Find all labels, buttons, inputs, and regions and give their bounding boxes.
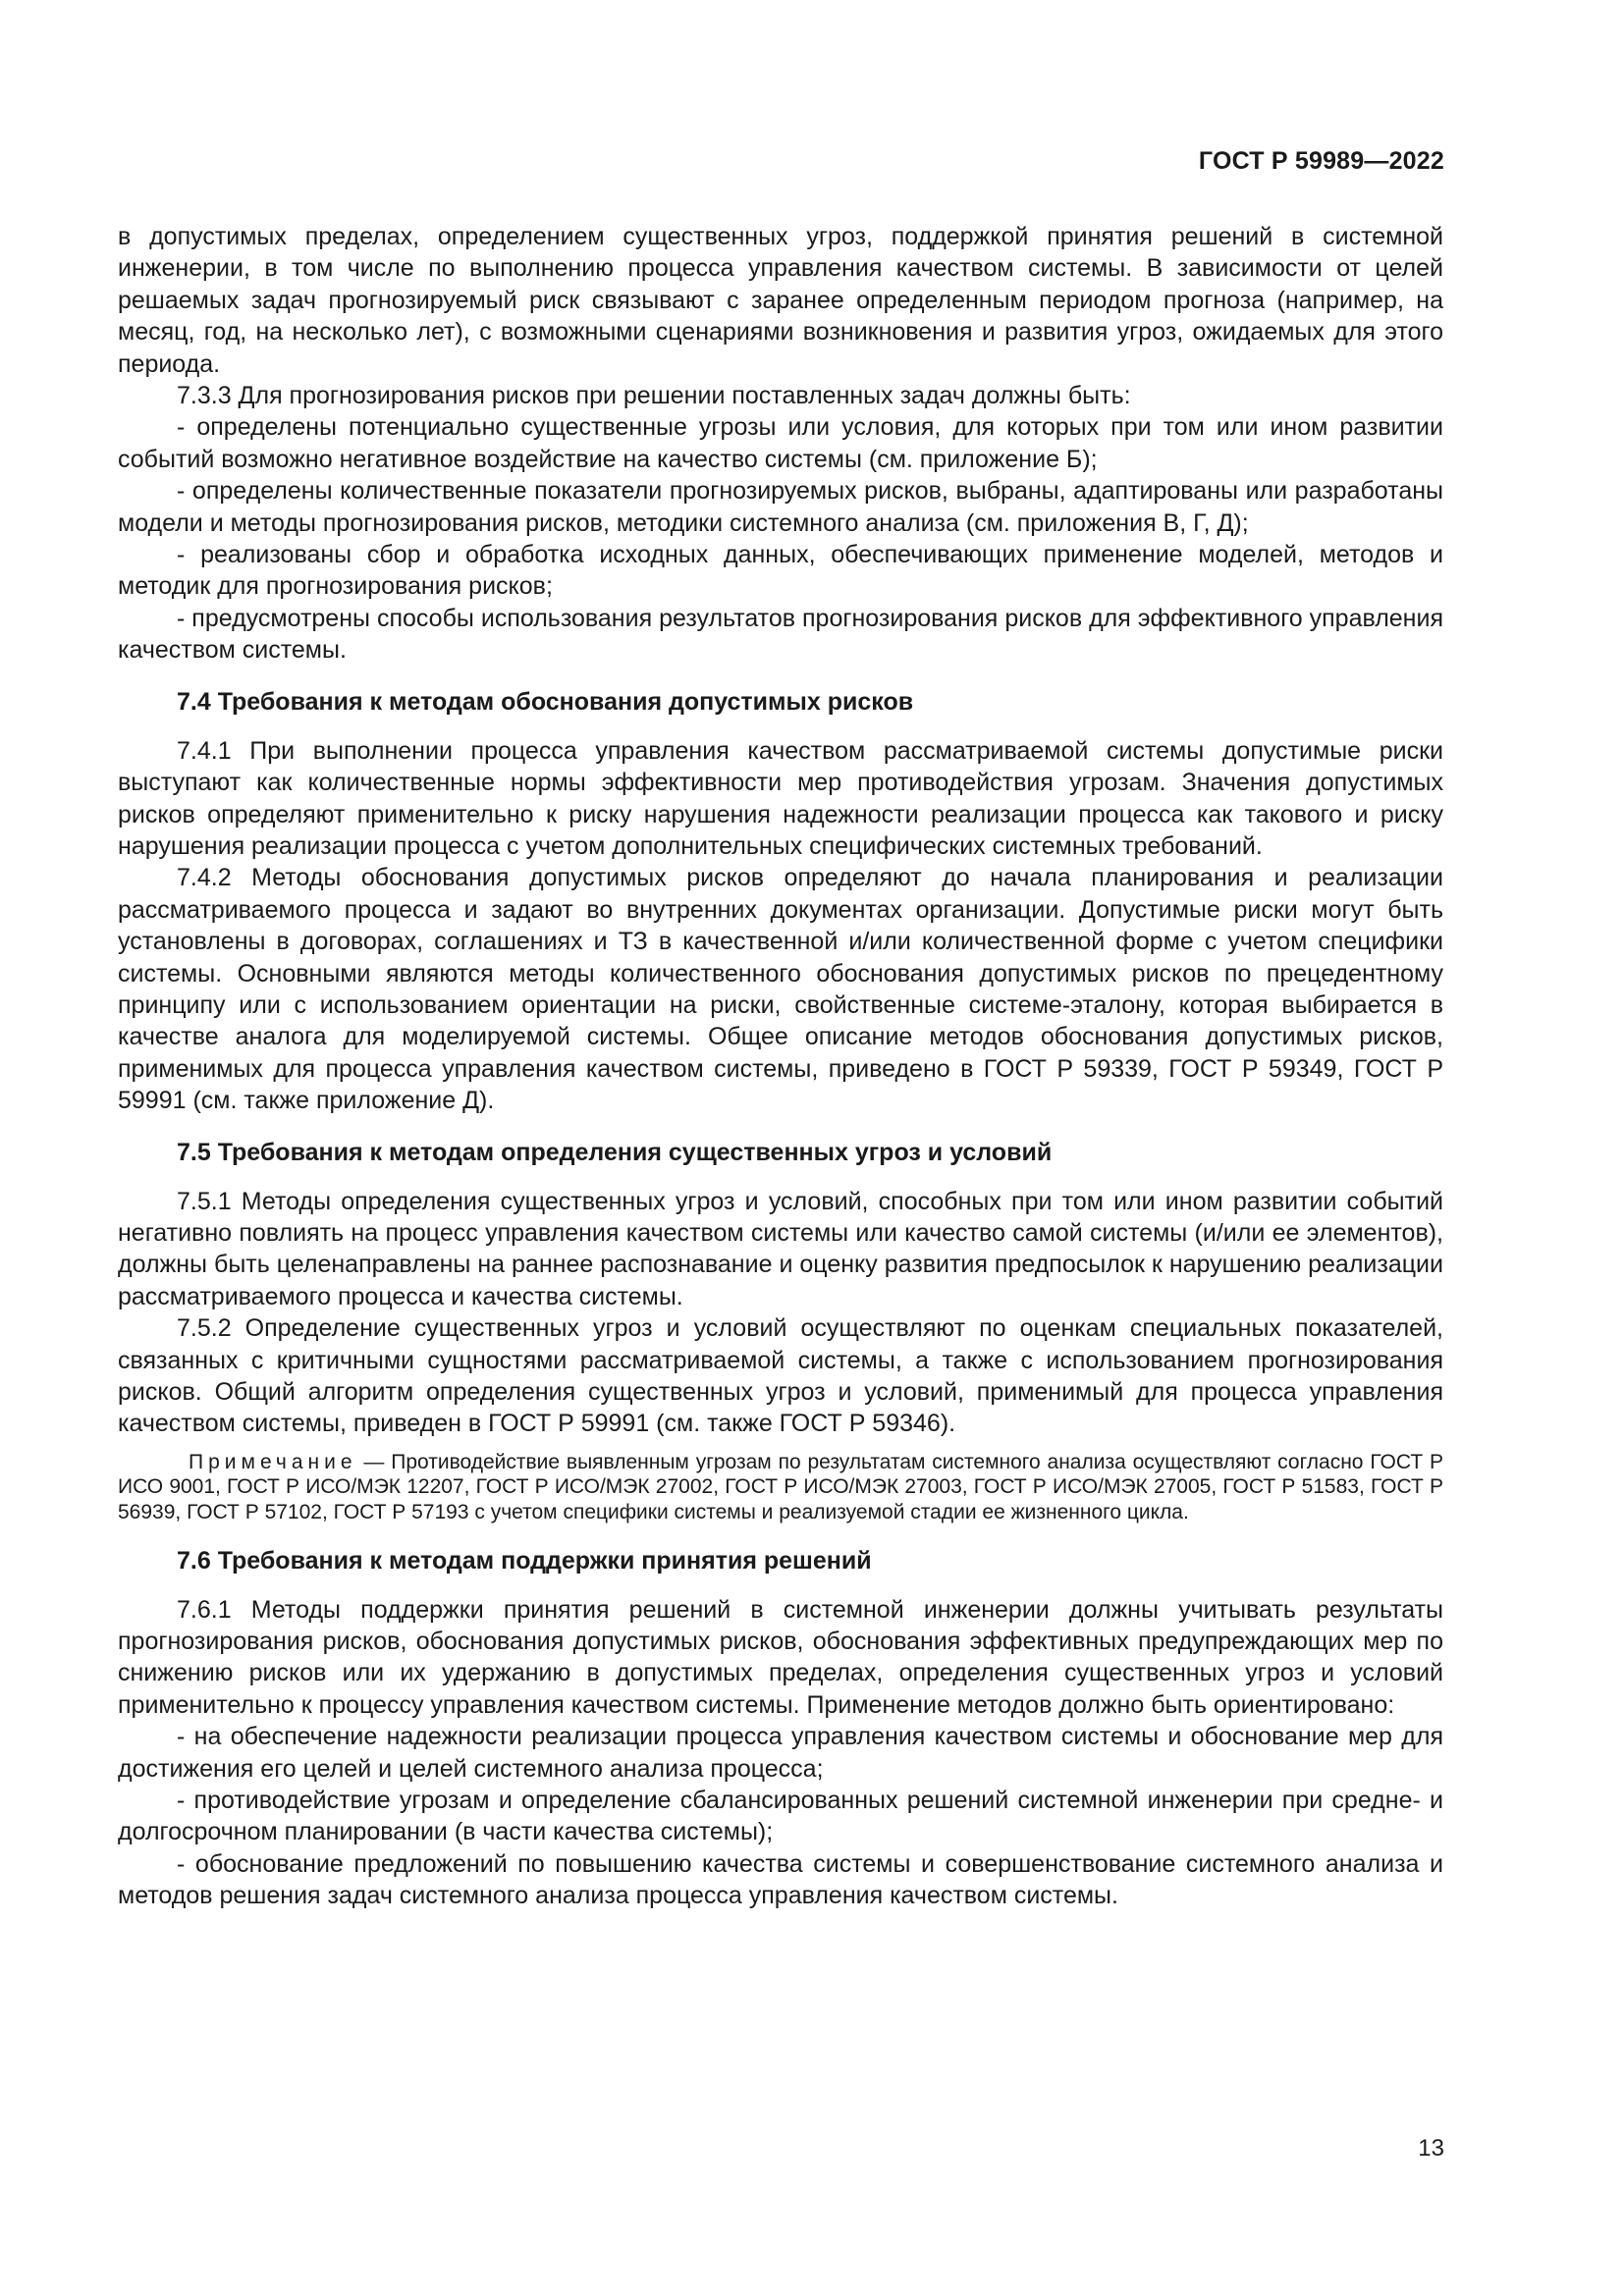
note-text: — Противодействие выявленным угрозам по результатам системного анализа осуществляют согласно ГОСТ Р ИСО 9001, ГОСТ Р ИСО/МЭК 12207, ГОСТ Р ИСО/МЭК 27002, ГОСТ Р ИСО/МЭК 27003, ГОСТ Р ИСО/МЭК 27005, ГОСТ Р 51583, ГОСТ Р 56939, ГОСТ Р 57102, ГОСТ Р 57193 с учетом специфики системы и реализуемой стадии ее жизненного цикла. — [118, 1450, 1443, 1523]
list-item: - противодействие угрозам и определение сбалансированных решений системной инженерии при средне- и долгосрочном планировании (в части качества системы); — [118, 1787, 1443, 1846]
clause-7-5-2: 7.5.2 Определение существенных угроз и условий осуществляют по оценкам специальных показателей, связанных с критичными сущностями рассматриваемой системы, а также с использованием прогнозирования рисков. Общий алгоритм определения существенных угроз и условий, применимый для процесса управления качеством системы, приведен в ГОСТ Р 59991 (см. также ГОСТ Р 59346). — [118, 1314, 1443, 1438]
list-item: - определены потенциально существенные угрозы или условия, для которых при том или ином развитии событий возможно негативное воздействие на качество системы (см. приложение Б); — [118, 413, 1443, 473]
list-item: - на обеспечение надежности реализации процесса управления качеством системы и обоснование мер для достижения его целей и целей системного анализа процесса; — [118, 1723, 1443, 1783]
note-label: Примечание — [189, 1450, 357, 1473]
section-heading-7-4: 7.4 Требования к методам обоснования допустимых рисков — [177, 687, 914, 716]
section-heading-7-5: 7.5 Требования к методам определения существенных угроз и условий — [177, 1138, 1053, 1166]
clause-7-3-3: 7.3.3 Для прогнозирования рисков при решении поставленных задач должны быть: — [177, 382, 1131, 410]
list-item: - реализованы сбор и обработка исходных данных, обеспечивающих применение моделей, методов и методик для прогнозирования рисков; — [118, 541, 1443, 601]
page-number: 13 — [1418, 2135, 1444, 2162]
clause-7-4-1: 7.4.1 При выполнении процесса управления качеством рассматриваемой системы допустимые риски выступают как количественные нормы эффективности мер противодействия угрозам. Значения допустимых рисков определяют применительно к риску нарушения надежности реализации процесса как такового и риску нарушения реализации процесса с учетом дополнительных специфических системных требований. — [118, 736, 1443, 860]
list-item: - предусмотрены способы использования результатов прогнозирования рисков для эффективного управления качеством системы. — [118, 604, 1443, 665]
document-body — [118, 221, 1443, 1912]
clause-7-6-1: 7.6.1 Методы поддержки принятия решений в системной инженерии должны учитывать результаты прогнозирования рисков, обоснования допустимых рисков, обоснования эффективных предупреждающих мер по снижению рисков или их удержанию в допустимых пределах, определения существенных угроз и условий применительно к процессу управления качеством системы. Применение методов должно быть ориентировано: — [118, 1595, 1443, 1719]
clause-7-5-1: 7.5.1 Методы определения существенных угроз и условий, способных при том или ином развитии событий негативно повлиять на процесс управления качеством системы или качество самой системы (и/или ее элементов), должны быть целенаправлены на раннее распознавание и оценку развития предпосылок к нарушению реализации рассматриваемого процесса и качества системы. — [118, 1187, 1443, 1310]
document-code-header: ГОСТ Р 59989—2022 — [1198, 147, 1444, 175]
list-item: - определены количественные показатели прогнозируемых рисков, выбраны, адаптированы или разработаны модели и методы прогнозирования рисков, методики системного анализа (см. приложения В, Г, Д); — [118, 477, 1443, 537]
paragraph-continuation: в допустимых пределах, определением существенных угроз, поддержкой принятия решений в системной инженерии, в том числе по выполнению процесса управления качеством системы. В зависимости от целей решаемых задач прогнозируемый риск связывают с заранее определенным периодом прогноза (например, на месяц, год, на несколько лет), с возможными сценариями возникновения и развития угроз, ожидаемых для этого периода. — [118, 223, 1443, 378]
clause-7-4-2: 7.4.2 Методы обоснования допустимых рисков определяют до начала планирования и реализации рассматриваемого процесса и задают во внутренних документах организации. Допустимые риски могут быть установлены в договорах, соглашениях и ТЗ в качественной и/или количественной форме с учетом специфики системы. Основными являются методы количественного обоснования допустимых рисков по прецедентному принципу или с использованием ориентации на риски, свойственные системе-эталону, которая выбирается в качестве аналога для моделируемой системы. Общее описание методов обоснования допустимых рисков, применимых для процесса управления качеством системы, приведено в ГОСТ Р 59339, ГОСТ Р 59349, ГОСТ Р 59991 (см. также приложение Д). — [118, 864, 1443, 1115]
section-heading-7-6: 7.6 Требования к методам поддержки принятия решений — [177, 1546, 872, 1575]
note — [118, 1450, 1443, 1525]
list-item: - обоснование предложений по повышению качества системы и совершенствование системного анализа и методов решения задач системного анализа процесса управления качеством системы. — [118, 1849, 1443, 1910]
